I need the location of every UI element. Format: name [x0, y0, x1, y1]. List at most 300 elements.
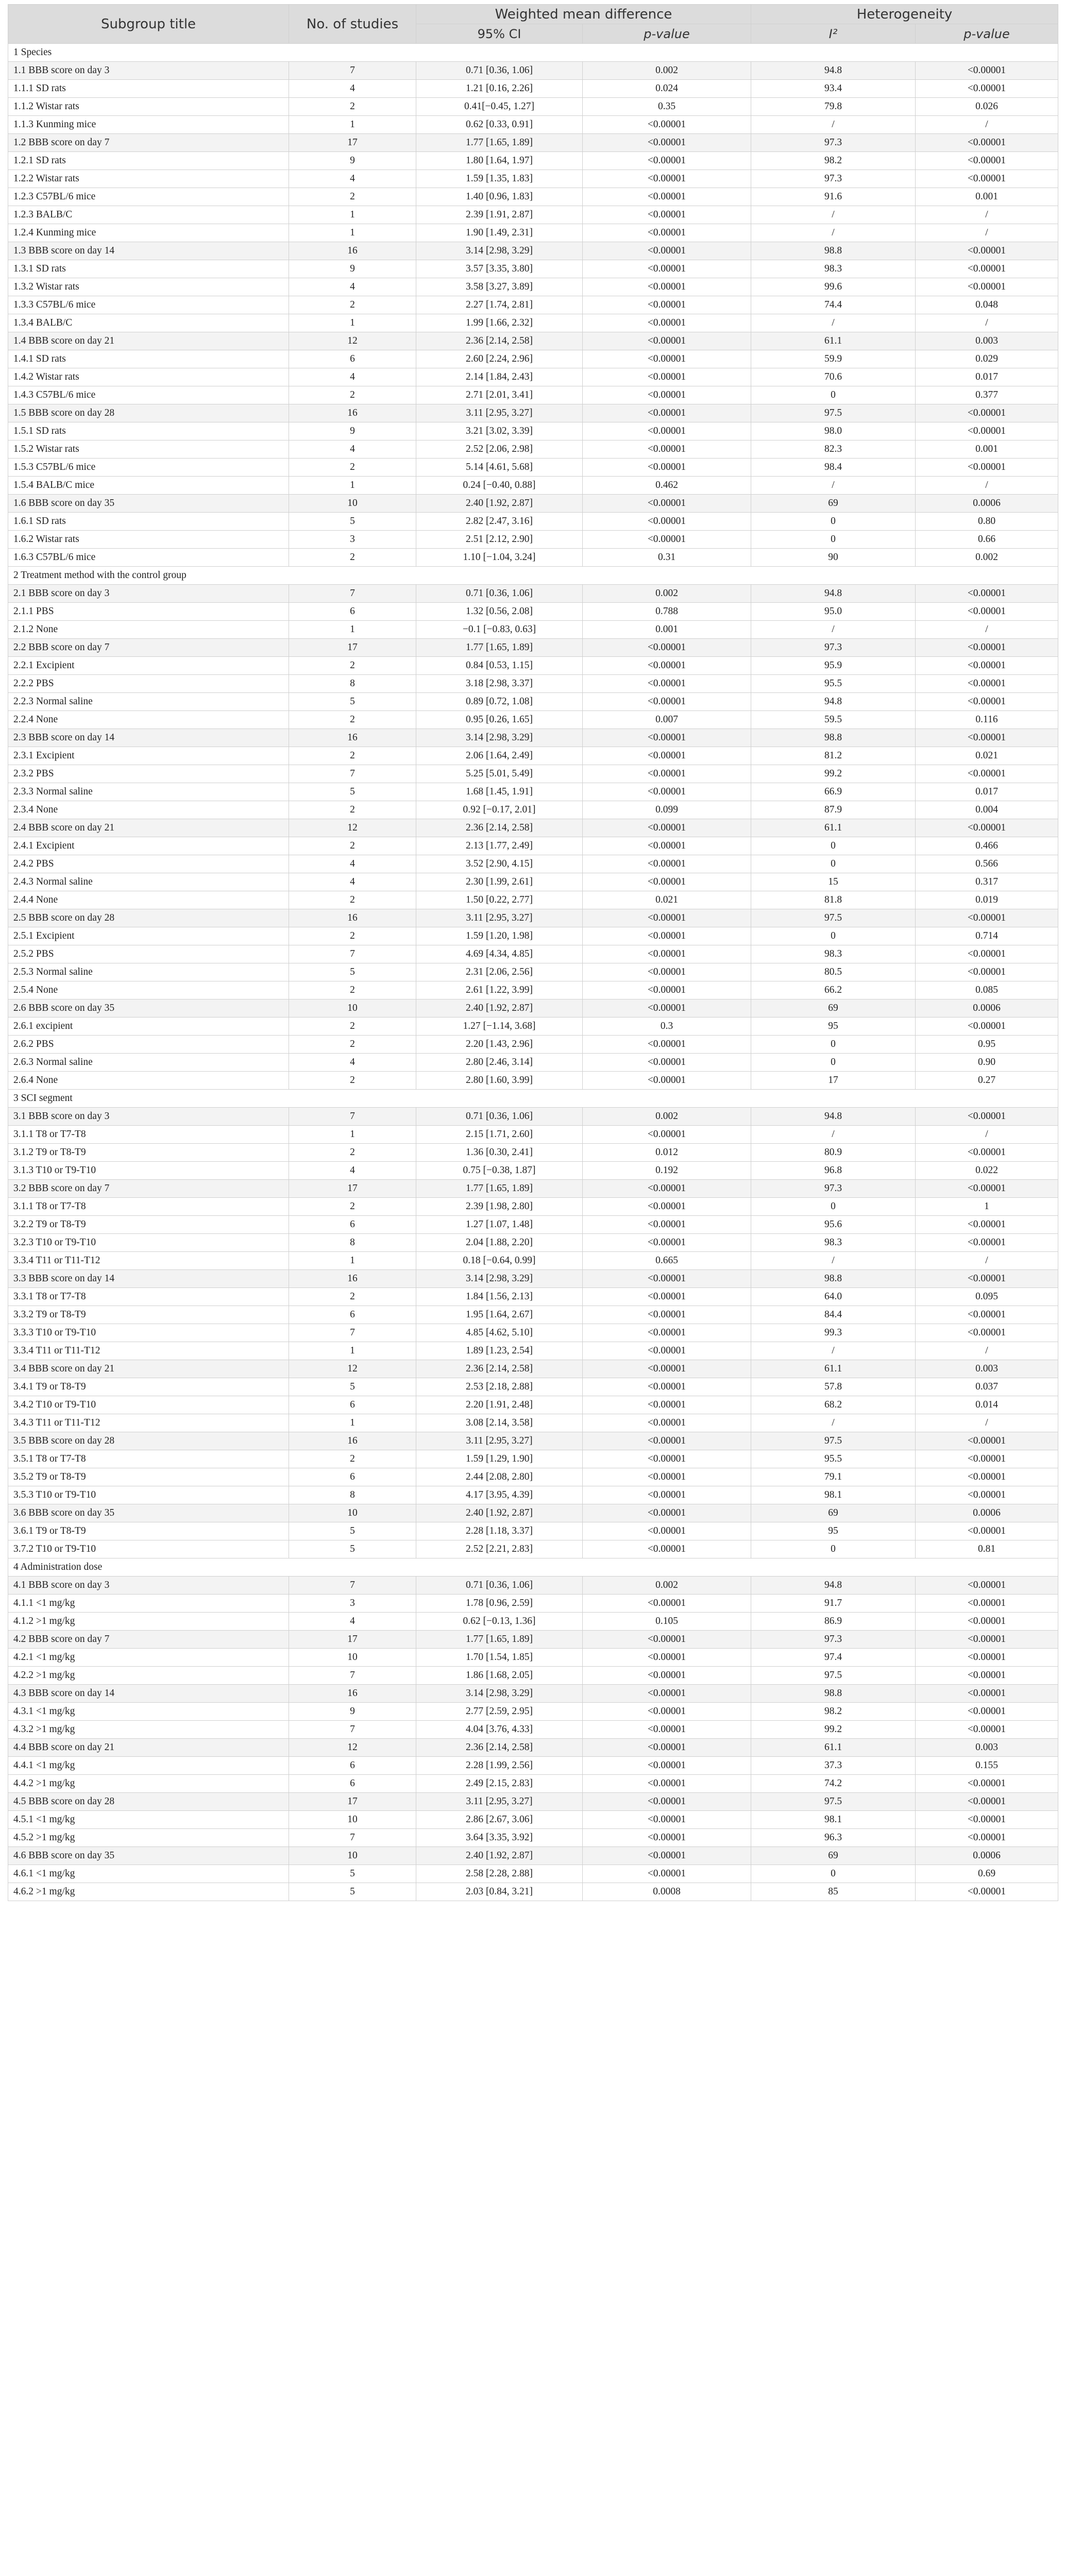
studies-count-cell: 5: [289, 1865, 416, 1883]
overall-row: [8, 909, 1058, 927]
p-value-cell: 0.024: [583, 80, 751, 98]
ci-cell: 2.49 [2.15, 2.83]: [416, 1775, 583, 1793]
heterogeneity-p-cell: /: [916, 1414, 1058, 1432]
i-squared-cell: /: [751, 477, 916, 495]
heterogeneity-p-cell: <0.00001: [916, 1234, 1058, 1252]
table-row: [8, 1198, 1058, 1216]
i-squared-cell: 0: [751, 1540, 916, 1558]
p-value-cell: 0.002: [583, 1108, 751, 1126]
p-value-cell: <0.00001: [583, 1685, 751, 1703]
table-row: [8, 1054, 1058, 1072]
heterogeneity-p-cell: <0.00001: [916, 152, 1058, 170]
i-squared-cell: 95: [751, 1018, 916, 1036]
subgroup-title-cell: 1.3.4 BALB/C: [8, 314, 289, 332]
overall-row: [8, 1270, 1058, 1288]
overall-row: [8, 729, 1058, 747]
subgroup-title-cell: 4.5.2 >1 mg/kg: [8, 1829, 289, 1847]
table-row: [8, 1775, 1058, 1793]
heterogeneity-p-cell: <0.00001: [916, 278, 1058, 296]
table-row: [8, 891, 1058, 909]
header-heterogeneity: Heterogeneity: [751, 5, 1058, 24]
subgroup-title-cell: 2.5.3 Normal saline: [8, 963, 289, 981]
table-row: [8, 1468, 1058, 1486]
subgroup-title-cell: 2.3.4 None: [8, 801, 289, 819]
ci-cell: 2.80 [2.46, 3.14]: [416, 1054, 583, 1072]
p-value-cell: <0.00001: [583, 224, 751, 242]
table-row: [8, 1540, 1058, 1558]
ci-cell: 1.99 [1.66, 2.32]: [416, 314, 583, 332]
ci-cell: 2.80 [1.60, 3.99]: [416, 1072, 583, 1090]
header-no-of-studies: No. of studies: [289, 5, 416, 44]
table-row: [8, 945, 1058, 963]
table-row: [8, 260, 1058, 278]
p-value-cell: <0.00001: [583, 386, 751, 404]
table-row: [8, 386, 1058, 404]
ci-cell: 2.61 [1.22, 3.99]: [416, 981, 583, 999]
table-row: [8, 1234, 1058, 1252]
heterogeneity-p-cell: <0.00001: [916, 170, 1058, 188]
ci-cell: 2.36 [2.14, 2.58]: [416, 1360, 583, 1378]
heterogeneity-p-cell: 0.095: [916, 1288, 1058, 1306]
subgroup-title-cell: 2.5.2 PBS: [8, 945, 289, 963]
ci-cell: 2.44 [2.08, 2.80]: [416, 1468, 583, 1486]
p-value-cell: <0.00001: [583, 945, 751, 963]
studies-count-cell: 16: [289, 909, 416, 927]
i-squared-cell: 98.3: [751, 1234, 916, 1252]
ci-cell: 2.27 [1.74, 2.81]: [416, 296, 583, 314]
i-squared-cell: 94.8: [751, 1577, 916, 1595]
studies-count-cell: 7: [289, 1829, 416, 1847]
heterogeneity-p-cell: <0.00001: [916, 819, 1058, 837]
header-i-squared: [751, 24, 916, 44]
subgroup-title-cell: 3.4.1 T9 or T8-T9: [8, 1378, 289, 1396]
ci-cell: 1.10 [−1.04, 3.24]: [416, 549, 583, 567]
i-squared-cell: 97.3: [751, 1631, 916, 1649]
studies-count-cell: 8: [289, 675, 416, 693]
p-value-cell: 0.105: [583, 1613, 751, 1631]
ci-cell: 2.86 [2.67, 3.06]: [416, 1811, 583, 1829]
heterogeneity-p-cell: /: [916, 206, 1058, 224]
heterogeneity-p-cell: <0.00001: [916, 1685, 1058, 1703]
heterogeneity-p-cell: 0.001: [916, 188, 1058, 206]
heterogeneity-p-cell: /: [916, 1126, 1058, 1144]
results-table-container: [8, 4, 1058, 2576]
subgroup-title-cell: 1.1.1 SD rats: [8, 80, 289, 98]
studies-count-cell: 2: [289, 711, 416, 729]
ci-cell: 5.14 [4.61, 5.68]: [416, 459, 583, 477]
i-squared-cell: 79.1: [751, 1468, 916, 1486]
studies-count-cell: 2: [289, 981, 416, 999]
table-row: [8, 801, 1058, 819]
ci-cell: 1.89 [1.23, 2.54]: [416, 1342, 583, 1360]
studies-count-cell: 7: [289, 765, 416, 783]
studies-count-cell: 1: [289, 621, 416, 639]
table-row: [8, 1486, 1058, 1504]
ci-cell: 2.40 [1.92, 2.87]: [416, 1504, 583, 1522]
studies-count-cell: 8: [289, 1234, 416, 1252]
section-title: 1 Species: [8, 44, 1058, 62]
heterogeneity-p-cell: 0.80: [916, 513, 1058, 531]
overall-row: [8, 1108, 1058, 1126]
p-value-cell: <0.00001: [583, 1865, 751, 1883]
table-row: [8, 1072, 1058, 1090]
heterogeneity-p-cell: /: [916, 1252, 1058, 1270]
p-value-cell: 0.788: [583, 603, 751, 621]
studies-count-cell: 2: [289, 801, 416, 819]
subgroup-title-cell: 3.4.3 T11 or T11-T12: [8, 1414, 289, 1432]
i-squared-cell: /: [751, 1342, 916, 1360]
p-value-cell: <0.00001: [583, 1595, 751, 1613]
table-header: [8, 5, 1058, 44]
section-title: 3 SCI segment: [8, 1090, 1058, 1108]
table-row: [8, 513, 1058, 531]
p-value-cell: <0.00001: [583, 1126, 751, 1144]
table-row: [8, 440, 1058, 459]
ci-cell: −0.1 [−0.83, 0.63]: [416, 621, 583, 639]
studies-count-cell: 9: [289, 152, 416, 170]
i-squared-cell: 80.9: [751, 1144, 916, 1162]
studies-count-cell: 2: [289, 1018, 416, 1036]
table-row: [8, 1216, 1058, 1234]
overall-row: [8, 1793, 1058, 1811]
i-squared-cell: 0: [751, 1198, 916, 1216]
table-row: [8, 531, 1058, 549]
ci-cell: 2.30 [1.99, 2.61]: [416, 873, 583, 891]
studies-count-cell: 1: [289, 1126, 416, 1144]
subgroup-title-cell: 3.1.1 T8 or T7-T8: [8, 1198, 289, 1216]
subgroup-title-cell: 2.3.3 Normal saline: [8, 783, 289, 801]
p-value-cell: <0.00001: [583, 1414, 751, 1432]
p-value-cell: <0.00001: [583, 1847, 751, 1865]
subgroup-title-cell: 2.6.2 PBS: [8, 1036, 289, 1054]
studies-count-cell: 4: [289, 855, 416, 873]
p-value-cell: <0.00001: [583, 873, 751, 891]
subgroup-title-cell: 1.5 BBB score on day 28: [8, 404, 289, 422]
p-value-cell: <0.00001: [583, 314, 751, 332]
heterogeneity-p-cell: <0.00001: [916, 1721, 1058, 1739]
p-value-cell: <0.00001: [583, 963, 751, 981]
ci-cell: 3.11 [2.95, 3.27]: [416, 909, 583, 927]
ci-cell: 2.13 [1.77, 2.49]: [416, 837, 583, 855]
studies-count-cell: 5: [289, 1522, 416, 1540]
table-row: [8, 1613, 1058, 1631]
table-row: [8, 981, 1058, 999]
subgroup-title-cell: 4.5.1 <1 mg/kg: [8, 1811, 289, 1829]
i-squared-cell: 97.5: [751, 909, 916, 927]
studies-count-cell: 4: [289, 278, 416, 296]
p-value-cell: 0.002: [583, 585, 751, 603]
ci-cell: 4.69 [4.34, 4.85]: [416, 945, 583, 963]
ci-cell: 1.77 [1.65, 1.89]: [416, 1631, 583, 1649]
i-squared-cell: 96.8: [751, 1162, 916, 1180]
p-value-cell: <0.00001: [583, 1540, 751, 1558]
i-squared-cell: /: [751, 621, 916, 639]
subgroup-title-cell: 3.4.2 T10 or T9-T10: [8, 1396, 289, 1414]
p-value-cell: 0.001: [583, 621, 751, 639]
i-squared-cell: 61.1: [751, 1739, 916, 1757]
overall-row: [8, 62, 1058, 80]
ci-cell: 3.14 [2.98, 3.29]: [416, 242, 583, 260]
p-value-cell: <0.00001: [583, 188, 751, 206]
subgroup-title-cell: 2.6.3 Normal saline: [8, 1054, 289, 1072]
studies-count-cell: 17: [289, 1180, 416, 1198]
i-squared-cell: 69: [751, 1504, 916, 1522]
heterogeneity-p-cell: 0.017: [916, 783, 1058, 801]
table-row: [8, 314, 1058, 332]
subgroup-title-cell: 1.1.3 Kunming mice: [8, 116, 289, 134]
table-row: [8, 711, 1058, 729]
i-squared-cell: 81.2: [751, 747, 916, 765]
p-value-cell: <0.00001: [583, 368, 751, 386]
subgroup-title-cell: 3.7.2 T10 or T9-T10: [8, 1540, 289, 1558]
subgroup-title-cell: 3.5 BBB score on day 28: [8, 1432, 289, 1450]
p-value-cell: <0.00001: [583, 1721, 751, 1739]
ci-cell: 2.60 [2.24, 2.96]: [416, 350, 583, 368]
subgroup-title-cell: 4.6 BBB score on day 35: [8, 1847, 289, 1865]
heterogeneity-p-cell: /: [916, 477, 1058, 495]
subgroup-title-cell: 1.6.2 Wistar rats: [8, 531, 289, 549]
i-squared-cell: 98.8: [751, 1685, 916, 1703]
studies-count-cell: 12: [289, 819, 416, 837]
p-value-cell: 0.462: [583, 477, 751, 495]
p-value-cell: <0.00001: [583, 819, 751, 837]
header-95-ci: 95% CI: [416, 24, 583, 44]
ci-cell: 2.52 [2.06, 2.98]: [416, 440, 583, 459]
subgroup-title-cell: 4.3.1 <1 mg/kg: [8, 1703, 289, 1721]
studies-count-cell: 2: [289, 296, 416, 314]
table-row: [8, 1414, 1058, 1432]
table-row: [8, 657, 1058, 675]
subgroup-title-cell: 1.5.3 C57BL/6 mice: [8, 459, 289, 477]
p-value-cell: 0.021: [583, 891, 751, 909]
i-squared-cell: 0: [751, 1054, 916, 1072]
i-squared-cell: 98.2: [751, 1703, 916, 1721]
table-row: [8, 1757, 1058, 1775]
subgroup-title-cell: 3.1.1 T8 or T7-T8: [8, 1126, 289, 1144]
i-squared-cell: 98.1: [751, 1811, 916, 1829]
studies-count-cell: 8: [289, 1486, 416, 1504]
header-heterogeneity-p-value: [916, 24, 1058, 44]
studies-count-cell: 3: [289, 1595, 416, 1613]
ci-cell: 5.25 [5.01, 5.49]: [416, 765, 583, 783]
studies-count-cell: 9: [289, 260, 416, 278]
table-row: [8, 1288, 1058, 1306]
i-squared-cell: /: [751, 206, 916, 224]
p-value-cell: 0.099: [583, 801, 751, 819]
i-squared-cell: 97.3: [751, 170, 916, 188]
i-squared-cell: 97.5: [751, 1793, 916, 1811]
subgroup-title-cell: 3.1.2 T9 or T8-T9: [8, 1144, 289, 1162]
studies-count-cell: 4: [289, 1162, 416, 1180]
studies-count-cell: 2: [289, 1450, 416, 1468]
table-row: [8, 783, 1058, 801]
studies-count-cell: 12: [289, 1360, 416, 1378]
table-row: [8, 368, 1058, 386]
studies-count-cell: 5: [289, 963, 416, 981]
subgroup-title-cell: 2.4.3 Normal saline: [8, 873, 289, 891]
i-squared-cell: 0: [751, 927, 916, 945]
heterogeneity-p-cell: 0.0006: [916, 1504, 1058, 1522]
table-row: [8, 1342, 1058, 1360]
studies-count-cell: 4: [289, 368, 416, 386]
subgroup-title-cell: 2.6.1 excipient: [8, 1018, 289, 1036]
i-squared-cell: 57.8: [751, 1378, 916, 1396]
i-squared-cell: 61.1: [751, 819, 916, 837]
studies-count-cell: 12: [289, 332, 416, 350]
i-squared-cell: 0: [751, 386, 916, 404]
ci-cell: 1.40 [0.96, 1.83]: [416, 188, 583, 206]
heterogeneity-p-cell: <0.00001: [916, 1486, 1058, 1504]
p-value-cell: <0.00001: [583, 783, 751, 801]
i-squared-cell: 61.1: [751, 1360, 916, 1378]
studies-count-cell: 1: [289, 1252, 416, 1270]
i-squared-cell: 98.2: [751, 152, 916, 170]
i-squared-cell: 96.3: [751, 1829, 916, 1847]
p-value-cell: <0.00001: [583, 134, 751, 152]
i-squared-cell: 91.6: [751, 188, 916, 206]
p-value-cell: <0.00001: [583, 1216, 751, 1234]
studies-count-cell: 2: [289, 927, 416, 945]
table-row: [8, 837, 1058, 855]
header-p-value-text: p-value: [644, 26, 690, 41]
overall-row: [8, 134, 1058, 152]
i-squared-cell: 97.5: [751, 1667, 916, 1685]
ci-cell: 3.11 [2.95, 3.27]: [416, 1793, 583, 1811]
subgroup-title-cell: 1.6.1 SD rats: [8, 513, 289, 531]
studies-count-cell: 2: [289, 1072, 416, 1090]
heterogeneity-p-cell: 0.0006: [916, 999, 1058, 1018]
table-row: [8, 927, 1058, 945]
ci-cell: 3.14 [2.98, 3.29]: [416, 1270, 583, 1288]
heterogeneity-p-cell: 0.69: [916, 1865, 1058, 1883]
heterogeneity-p-cell: <0.00001: [916, 765, 1058, 783]
studies-count-cell: 6: [289, 1306, 416, 1324]
table-row: [8, 1162, 1058, 1180]
i-squared-cell: 95: [751, 1522, 916, 1540]
header-i-squared-text: I²: [829, 26, 838, 41]
i-squared-cell: 99.3: [751, 1324, 916, 1342]
overall-row: [8, 495, 1058, 513]
heterogeneity-p-cell: 0.021: [916, 747, 1058, 765]
i-squared-cell: 37.3: [751, 1757, 916, 1775]
p-value-cell: <0.00001: [583, 1504, 751, 1522]
ci-cell: 1.77 [1.65, 1.89]: [416, 134, 583, 152]
p-value-cell: 0.012: [583, 1144, 751, 1162]
i-squared-cell: 64.0: [751, 1288, 916, 1306]
studies-count-cell: 4: [289, 80, 416, 98]
ci-cell: 4.04 [3.76, 4.33]: [416, 1721, 583, 1739]
p-value-cell: <0.00001: [583, 1486, 751, 1504]
table-body: [8, 44, 1058, 1901]
subgroup-title-cell: 3.3.2 T9 or T8-T9: [8, 1306, 289, 1324]
heterogeneity-p-cell: <0.00001: [916, 134, 1058, 152]
table-row: [8, 80, 1058, 98]
heterogeneity-p-cell: <0.00001: [916, 1432, 1058, 1450]
heterogeneity-p-cell: <0.00001: [916, 657, 1058, 675]
i-squared-cell: 98.8: [751, 242, 916, 260]
heterogeneity-p-cell: <0.00001: [916, 1108, 1058, 1126]
subgroup-title-cell: 1.4.2 Wistar rats: [8, 368, 289, 386]
studies-count-cell: 4: [289, 1613, 416, 1631]
subgroup-title-cell: 3.6 BBB score on day 35: [8, 1504, 289, 1522]
heterogeneity-p-cell: <0.00001: [916, 729, 1058, 747]
heterogeneity-p-cell: <0.00001: [916, 1144, 1058, 1162]
i-squared-cell: 95.6: [751, 1216, 916, 1234]
table-row: [8, 855, 1058, 873]
heterogeneity-p-cell: 0.029: [916, 350, 1058, 368]
ci-cell: 1.70 [1.54, 1.85]: [416, 1649, 583, 1667]
i-squared-cell: 94.8: [751, 1108, 916, 1126]
i-squared-cell: /: [751, 1414, 916, 1432]
heterogeneity-p-cell: 0.022: [916, 1162, 1058, 1180]
i-squared-cell: 68.2: [751, 1396, 916, 1414]
ci-cell: 1.77 [1.65, 1.89]: [416, 639, 583, 657]
overall-row: [8, 1847, 1058, 1865]
ci-cell: 1.59 [1.29, 1.90]: [416, 1450, 583, 1468]
heterogeneity-p-cell: <0.00001: [916, 585, 1058, 603]
heterogeneity-p-cell: 0.001: [916, 440, 1058, 459]
studies-count-cell: 16: [289, 729, 416, 747]
i-squared-cell: 98.8: [751, 729, 916, 747]
ci-cell: 2.28 [1.18, 3.37]: [416, 1522, 583, 1540]
studies-count-cell: 6: [289, 1216, 416, 1234]
studies-count-cell: 7: [289, 1721, 416, 1739]
table-row: [8, 1865, 1058, 1883]
ci-cell: 1.59 [1.20, 1.98]: [416, 927, 583, 945]
p-value-cell: <0.00001: [583, 693, 751, 711]
p-value-cell: 0.31: [583, 549, 751, 567]
i-squared-cell: 97.3: [751, 1180, 916, 1198]
ci-cell: 0.84 [0.53, 1.15]: [416, 657, 583, 675]
subgroup-title-cell: 4.5 BBB score on day 28: [8, 1793, 289, 1811]
ci-cell: 0.71 [0.36, 1.06]: [416, 585, 583, 603]
heterogeneity-p-cell: <0.00001: [916, 1613, 1058, 1631]
ci-cell: 0.92 [−0.17, 2.01]: [416, 801, 583, 819]
i-squared-cell: 69: [751, 1847, 916, 1865]
i-squared-cell: 0: [751, 855, 916, 873]
ci-cell: 3.14 [2.98, 3.29]: [416, 1685, 583, 1703]
subgroup-title-cell: 2.2.2 PBS: [8, 675, 289, 693]
section-header-row: [8, 1558, 1058, 1577]
i-squared-cell: 86.9: [751, 1613, 916, 1631]
table-row: [8, 477, 1058, 495]
i-squared-cell: 61.1: [751, 332, 916, 350]
p-value-cell: <0.00001: [583, 152, 751, 170]
table-row: [8, 747, 1058, 765]
p-value-cell: 0.192: [583, 1162, 751, 1180]
studies-count-cell: 1: [289, 1342, 416, 1360]
table-row: [8, 1378, 1058, 1396]
ci-cell: 0.75 [−0.38, 1.87]: [416, 1162, 583, 1180]
studies-count-cell: 5: [289, 1378, 416, 1396]
studies-count-cell: 2: [289, 1036, 416, 1054]
studies-count-cell: 10: [289, 1811, 416, 1829]
heterogeneity-p-cell: <0.00001: [916, 242, 1058, 260]
section-title: 2 Treatment method with the control group: [8, 567, 1058, 585]
subgroup-title-cell: 2.2.4 None: [8, 711, 289, 729]
studies-count-cell: 1: [289, 116, 416, 134]
ci-cell: 1.36 [0.30, 2.41]: [416, 1144, 583, 1162]
table-row: [8, 873, 1058, 891]
section-header-row: [8, 44, 1058, 62]
p-value-cell: <0.00001: [583, 1703, 751, 1721]
subgroup-title-cell: 3.2.2 T9 or T8-T9: [8, 1216, 289, 1234]
ci-cell: 2.20 [1.43, 2.96]: [416, 1036, 583, 1054]
table-row: [8, 152, 1058, 170]
ci-cell: 2.71 [2.01, 3.41]: [416, 386, 583, 404]
table-row: [8, 1522, 1058, 1540]
i-squared-cell: 94.8: [751, 62, 916, 80]
